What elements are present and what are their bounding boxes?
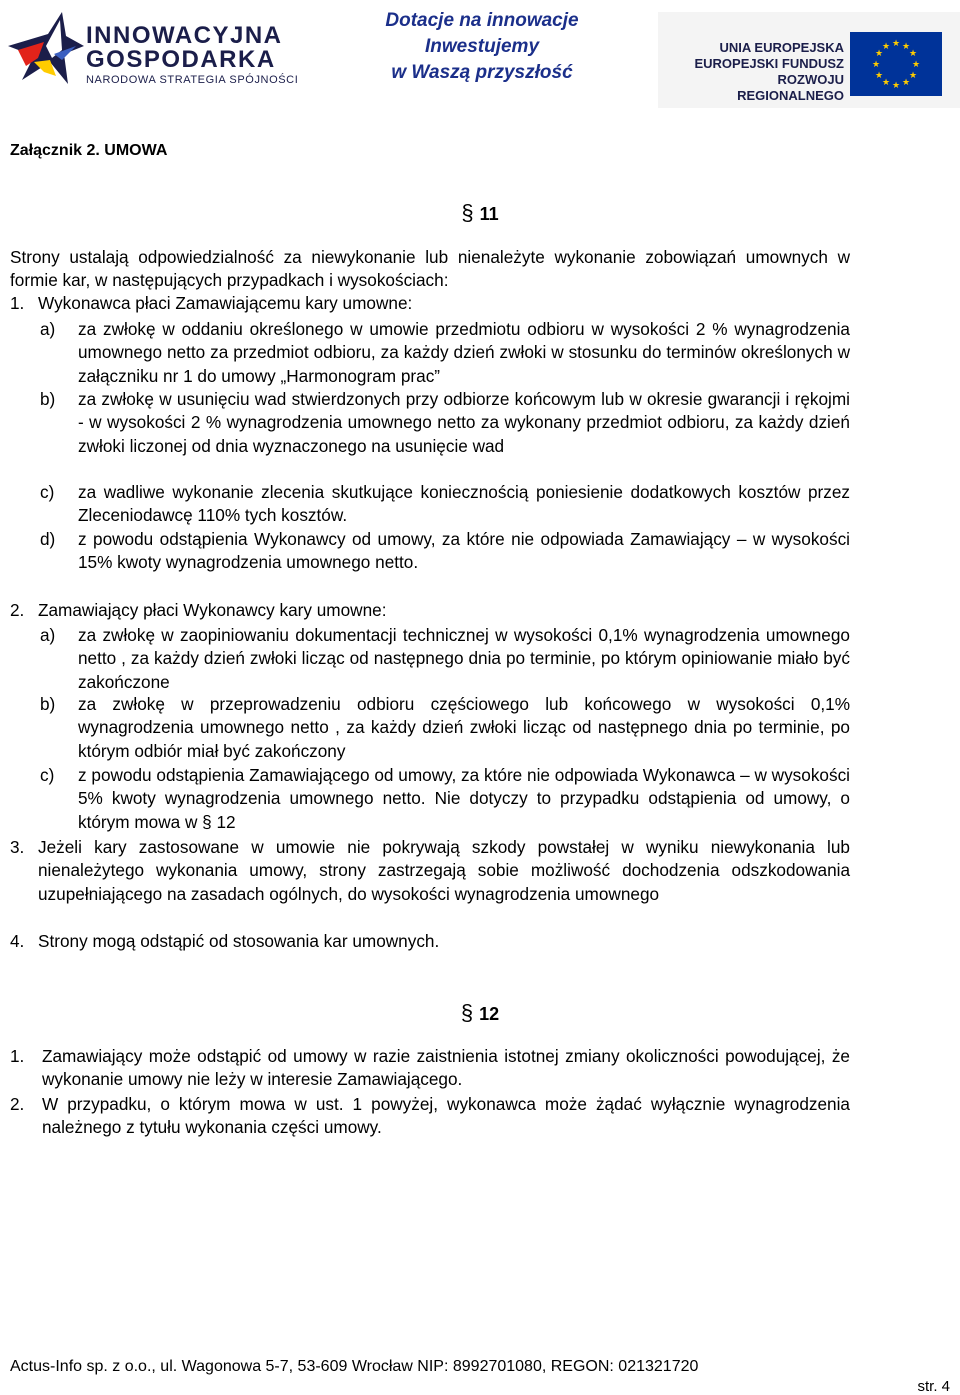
section-12-point-1 xyxy=(10,1045,850,1092)
section-11-point-2 xyxy=(10,599,850,622)
point-marker: 3. xyxy=(10,837,25,857)
section-11-point-4 xyxy=(10,930,850,953)
item-text: za wadliwe wykonanie zlecenia skutkujące koniecznością poniesienie dodatkowych kosztów przez Zleceniodawcę 110% tych kosztów. xyxy=(78,482,850,526)
section-number: 11 xyxy=(479,204,499,224)
item-text: za zwłokę w usunięciu wad stwierdzonych przy odbiorze końcowym lub w okresie gwarancji i rękojmi - w wysokości 2 % wynagrodzenia umownego netto za wykonany przedmiot odbioru, za każdy dzień zwłoki liczonej od dnia wyznaczonego na usunięcie wad xyxy=(78,389,850,456)
point-text: Jeżeli kary zastosowane w umowie nie pokrywają szkody powstałej w wyniku niewykonania lub nienależytego wykonania umowy, strony zastrzegają sobie możliwość dochodzenia odszkodowania uzupełniającego na zasadach ogólnych, do wysokości wynagrodzenia umownego xyxy=(38,837,850,904)
section-11-point-1 xyxy=(10,292,850,315)
svg-text:★: ★ xyxy=(901,78,911,88)
logo-line-1: INNOWACYJNA xyxy=(86,22,283,49)
eu-line-1: UNIA EUROPEJSKA xyxy=(719,40,844,55)
point-marker: 1. xyxy=(10,1046,25,1066)
svg-text:★: ★ xyxy=(871,60,881,70)
item-marker: c) xyxy=(40,765,55,785)
section-12-heading xyxy=(0,1000,960,1026)
point-marker: 2. xyxy=(10,600,25,620)
logo-line-3: NARODOWA STRATEGIA SPÓJNOŚCI xyxy=(86,74,299,86)
item-text: za zwłokę w oddaniu określonego w umowie przedmiotu odbioru w wysokości 2 % wynagrodzenia umownego netto za przedmiot odbioru, za każdy dzień zwłoki w stosunku do terminów określonych w załączniku nr 1 do umowy „Harmonogram prac” xyxy=(78,319,850,386)
item-marker: c) xyxy=(40,482,55,502)
item-marker: b) xyxy=(40,694,56,714)
header-slogan xyxy=(304,8,660,86)
point-text: Zamawiający płaci Wykonawcy kary umowne: xyxy=(38,600,387,620)
section-symbol: § xyxy=(461,200,474,225)
item-text: za zwłokę w zaopiniowaniu dokumentacji technicznej w wysokości 0,1% wynagrodzenia umownego netto , za każdy dzień zwłoki licząc od następnego dnia po terminie, po którym opiniowanie miało być zakończone xyxy=(78,625,850,692)
eu-line-2: EUROPEJSKI FUNDUSZ xyxy=(694,56,844,71)
section-symbol: § xyxy=(460,1000,474,1025)
section-11-point-1-item-b xyxy=(40,388,850,458)
svg-text:★: ★ xyxy=(874,49,884,59)
logo-line-2: GOSPODARKA xyxy=(86,46,276,73)
item-text: z powodu odstąpienia Zamawiającego od umowy, za które nie odpowiada Wykonawca – w wysokości 5% kwoty wynagrodzenia umownego netto. Nie dotyczy to przypadku odstąpienia od umowy, o którym mowa w § 12 xyxy=(78,765,850,832)
eu-flag-icon xyxy=(850,32,942,96)
item-text: za zwłokę w przeprowadzeniu odbioru częściowego lub końcowego w wysokości 0,1% wynagrodzenia umownego netto , za każdy dzień zwłoki licząc od następnego dnia po terminie, po którym odbiór miał być zakończony xyxy=(78,694,850,761)
eu-wordmark xyxy=(672,40,844,104)
eu-line-3: ROZWOJU REGIONALNEGO xyxy=(737,72,844,103)
svg-text:★: ★ xyxy=(891,81,901,91)
item-marker: d) xyxy=(40,529,56,549)
svg-text:★: ★ xyxy=(881,78,891,88)
point-text: W przypadku, o którym mowa w ust. 1 powyżej, wykonawca może żądać wyłącznie wynagrodzenia należnego z tytułu wykonania części umowy. xyxy=(42,1094,850,1138)
section-11-heading xyxy=(0,200,960,226)
section-11-point-3 xyxy=(10,836,850,906)
section-11-intro: Strony ustalają odpowiedzialność za niewykonanie lub nienależyte wykonanie zobowiązań umownych w formie kar, w następujących przypadkach i wysokościach: xyxy=(10,247,850,291)
section-12-point-2 xyxy=(10,1093,850,1140)
slogan-line-2: Inwestujemy xyxy=(424,36,540,57)
point-marker: 2. xyxy=(10,1094,25,1114)
page-footer: Actus-Info sp. z o.o., ul. Wagonowa 5-7, 53-609 Wrocław NIP: 8992701080, REGON: 021321720 xyxy=(10,1358,699,1375)
section-11-point-1-item-c xyxy=(40,481,850,528)
section-11-point-2-item-a xyxy=(40,624,850,694)
star-emblem-icon xyxy=(4,6,88,94)
point-text: Strony mogą odstąpić od stosowania kar umownych. xyxy=(38,931,440,951)
innowacyjna-gospodarka-wordmark xyxy=(86,24,298,86)
svg-text:★: ★ xyxy=(908,49,918,59)
section-11-point-2-item-c xyxy=(40,764,850,834)
svg-text:★: ★ xyxy=(911,60,921,70)
svg-text:★: ★ xyxy=(881,42,891,52)
svg-text:★: ★ xyxy=(901,42,911,52)
svg-text:★: ★ xyxy=(908,71,918,81)
slogan-line-3: w Waszą przyszłość xyxy=(391,62,573,83)
point-text: Wykonawca płaci Zamawiającemu kary umowne: xyxy=(38,293,413,313)
item-text: z powodu odstąpienia Wykonawcy od umowy, za które nie odpowiada Zamawiający – w wysokości 15% kwoty wynagrodzenia umownego netto. xyxy=(78,529,850,573)
section-11-point-2-item-b xyxy=(40,693,850,763)
document-title: Załącznik 2. UMOWA xyxy=(10,142,168,159)
point-text: Zamawiający może odstąpić od umowy w razie zaistnienia istotnej zmiany okoliczności powodującej, że wykonanie umowy nie leży w interesie Zamawiającego. xyxy=(42,1046,850,1090)
point-marker: 4. xyxy=(10,931,25,951)
point-marker: 1. xyxy=(10,293,25,313)
section-11-point-1-item-d xyxy=(40,528,850,575)
item-marker: a) xyxy=(40,319,56,339)
svg-text:★: ★ xyxy=(874,71,884,81)
section-11-point-1-item-a xyxy=(40,318,850,388)
section-number: 12 xyxy=(479,1004,500,1024)
item-marker: b) xyxy=(40,389,56,409)
svg-text:★: ★ xyxy=(891,39,901,49)
slogan-line-1: Dotacje na innowacje xyxy=(385,10,579,31)
page-number: str. 4 xyxy=(917,1378,950,1395)
item-marker: a) xyxy=(40,625,56,645)
